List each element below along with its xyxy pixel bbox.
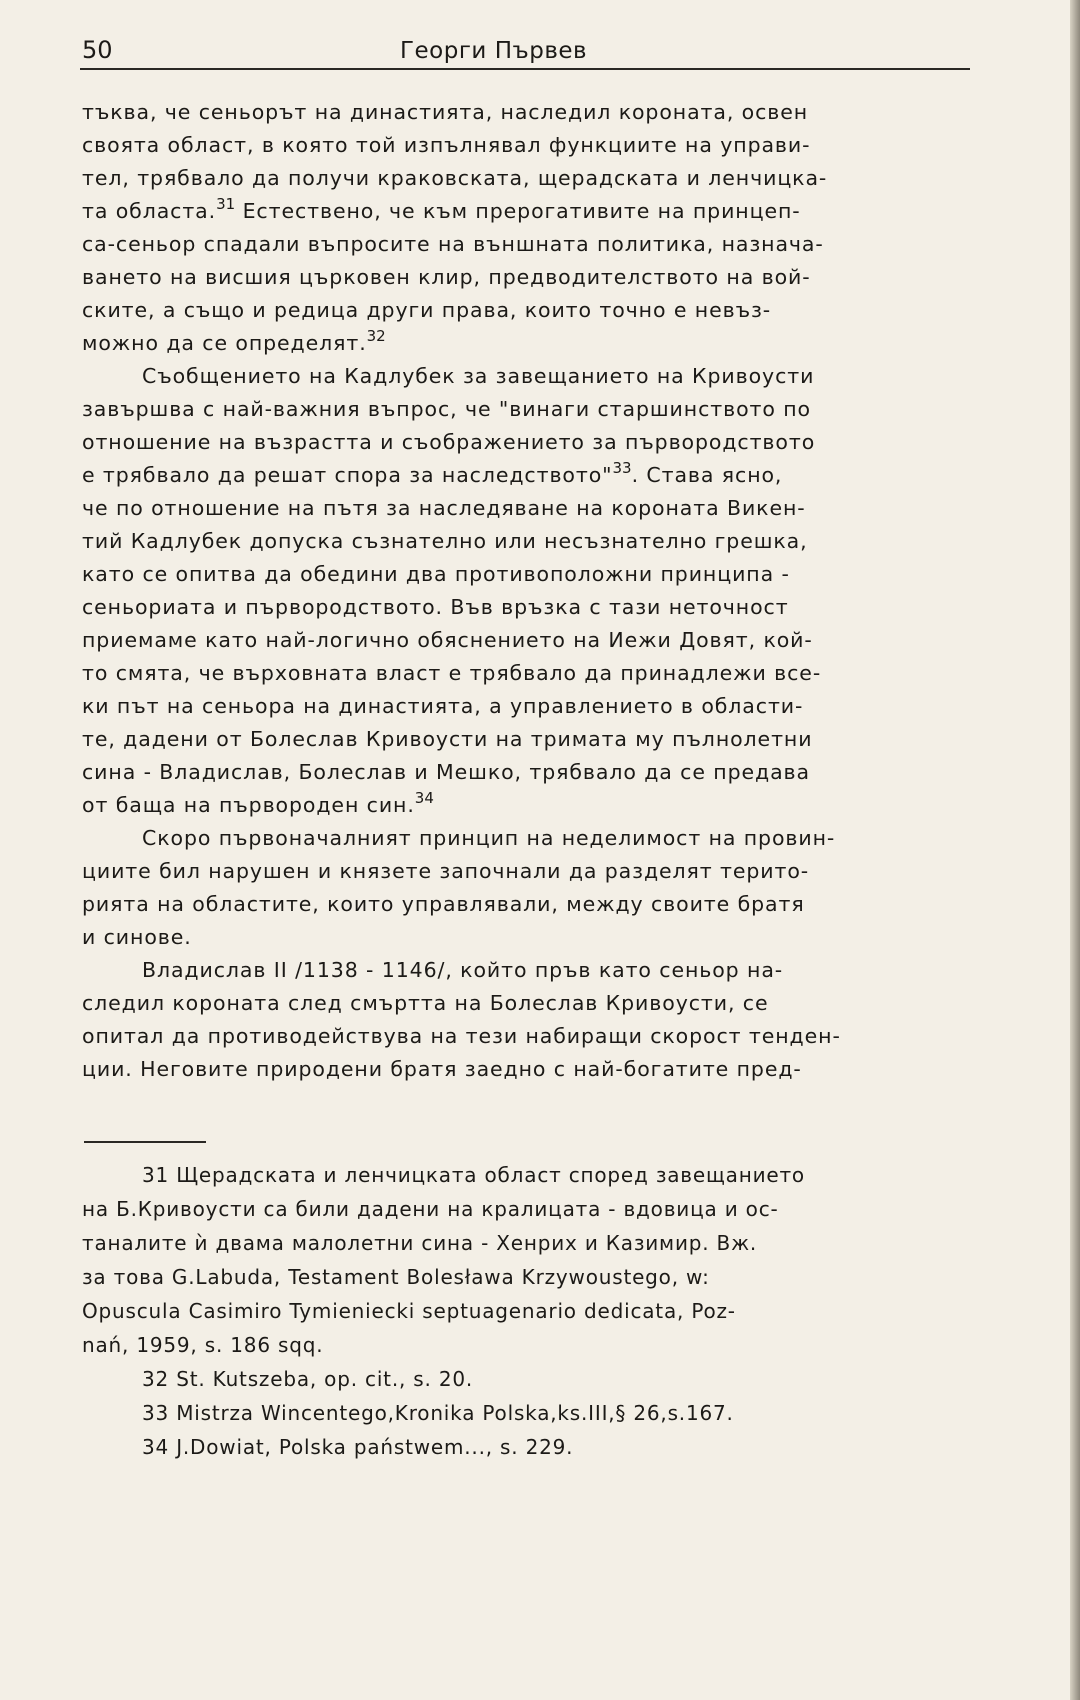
body-line (82, 756, 982, 789)
footnote-reference: 34 (414, 789, 434, 807)
body-line (82, 492, 982, 525)
footnote-line (82, 1430, 982, 1464)
body-line (82, 591, 982, 624)
body-line (82, 525, 982, 558)
body-line-text: сина - Владислав, Болеслав и Мешко, трябвало да се предава (82, 760, 810, 784)
body-line-text: Скоро първоначалният принцип на неделимост на провин- (142, 826, 836, 850)
running-title: Георги Първев (400, 38, 588, 64)
body-line-text: е трябвало да решат спора за наследството" (82, 463, 613, 487)
body-line-text: ските, а също и редица други права, които точно е невъз- (82, 298, 772, 322)
body-line (82, 129, 982, 162)
body-line-text: като се опитва да обедини два противоположни принципа - (82, 562, 790, 586)
footnote-reference: 33 (612, 459, 632, 477)
body-line-text: и синове. (82, 925, 192, 949)
body-line-text: тий Кадлубек допуска съзнателно или несъзнателно грешка, (82, 529, 808, 553)
body-line (82, 558, 982, 591)
body-line (82, 855, 982, 888)
body-line-text: своята област, в която той изпълнявал функциите на управи- (82, 133, 811, 157)
footnote-line-text: 32 St. Kutszeba, op. cit., s. 20. (142, 1367, 474, 1391)
body-line (82, 96, 982, 129)
body-line-text: отношение на възрастта и съображението за първородството (82, 430, 816, 454)
body-text (82, 96, 982, 1086)
page-header (80, 30, 970, 70)
body-line-text: са-сеньор спадали въпросите на външната политика, назнача- (82, 232, 824, 256)
body-line (82, 987, 982, 1020)
body-line (82, 459, 982, 492)
body-line (82, 1053, 982, 1086)
body-line-text: ции. Неговите природени братя заедно с най-богатите пред- (82, 1057, 802, 1081)
footnotes (82, 1158, 982, 1464)
body-line-text: сеньориата и първородството. Във връзка с тази неточност (82, 595, 789, 619)
footnote-line (82, 1260, 982, 1294)
body-line (82, 723, 982, 756)
footnote-line-text: 34 J.Dowiat, Polska państwem..., s. 229. (142, 1435, 574, 1459)
body-line-text: завършва с най-важния въпрос, че "винаги старшинството по (82, 397, 811, 421)
body-line-text: рията на областите, които управлявали, между своите братя (82, 892, 805, 916)
body-line (82, 195, 982, 228)
footnote-line (82, 1396, 982, 1430)
body-line (82, 1020, 982, 1053)
footnote-reference: 32 (366, 327, 386, 345)
body-line-text: тел, трябвало да получи краковската, щерадската и ленчицка- (82, 166, 828, 190)
body-line (82, 393, 982, 426)
footnote-line (82, 1192, 982, 1226)
footnote-line-text: за това G.Labuda, Testament Bolesława Krzywoustego, w: (82, 1265, 710, 1289)
footnote-line (82, 1158, 982, 1192)
body-line-text: ването на висшия църковен клир, предводителството на вой- (82, 265, 811, 289)
body-line (82, 426, 982, 459)
page-number: 50 (82, 36, 113, 64)
body-line-text: Владислав II /1138 - 1146/, който пръв като сеньор на- (142, 958, 784, 982)
footnote-line-text: таналите ѝ двама малолетни сина - Хенрих и Казимир. Вж. (82, 1231, 758, 1255)
body-line-text: че по отношение на пътя за наследяване на короната Викен- (82, 496, 806, 520)
footnote-line-text: 31 Щерадската и ленчицката област според завещанието (142, 1163, 805, 1187)
body-line-text: тъква, че сеньорът на династията, наследил короната, освен (82, 100, 809, 124)
body-line-text: следил короната след смъртта на Болеслав Кривоусти, се (82, 991, 769, 1015)
footnote-line (82, 1294, 982, 1328)
body-line (82, 888, 982, 921)
body-line-text: можно да се определят. (82, 331, 367, 355)
page-edge-shadow (1070, 0, 1080, 1700)
body-line (82, 294, 982, 327)
footnote-line-text: nań, 1959, s. 186 sqq. (82, 1333, 324, 1357)
footnote-line-text: 33 Mistrza Wincentego,Kronika Polska,ks.III,§ 26,s.167. (142, 1401, 734, 1425)
body-line (82, 327, 982, 360)
footnote-line-text: Opuscula Casimiro Tymieniecki septuagenario dedicata, Poz- (82, 1299, 736, 1323)
body-line-text: приемаме като най-логично обяснението на Иежи Довят, кой- (82, 628, 813, 652)
body-line (82, 261, 982, 294)
footnote-line (82, 1362, 982, 1396)
body-line (82, 228, 982, 261)
footnote-line (82, 1328, 982, 1362)
body-line (82, 822, 982, 855)
body-line-text-continued: . Става ясно, (631, 463, 783, 487)
footnote-line-text: на Б.Кривоусти са били дадени на кралицата - вдовица и ос- (82, 1197, 779, 1221)
body-line-text: ки път на сеньора на династията, а управлението в области- (82, 694, 804, 718)
body-line (82, 162, 982, 195)
body-line-text: циите бил нарушен и князете започнали да разделят терито- (82, 859, 810, 883)
body-line (82, 789, 982, 822)
body-line-text: от баща на първороден син. (82, 793, 415, 817)
body-line-text: Съобщението на Кадлубек за завещанието на Кривоусти (142, 364, 815, 388)
footnote-line (82, 1226, 982, 1260)
body-line (82, 624, 982, 657)
body-line (82, 690, 982, 723)
body-line (82, 921, 982, 954)
body-line-text: та областа. (82, 199, 217, 223)
body-line-text: то смята, че върховната власт е трябвало да принадлежи все- (82, 661, 822, 685)
footnote-reference: 31 (216, 195, 236, 213)
footnote-separator (84, 1141, 206, 1143)
body-line (82, 657, 982, 690)
body-line (82, 954, 982, 987)
body-line (82, 360, 982, 393)
body-line-text: те, дадени от Болеслав Кривоусти на тримата му пълнолетни (82, 727, 813, 751)
body-line-text: опитал да противодействува на тези набиращи скорост тенден- (82, 1024, 841, 1048)
body-line-text-continued: Естествено, че към прерогативите на принцеп- (235, 199, 801, 223)
